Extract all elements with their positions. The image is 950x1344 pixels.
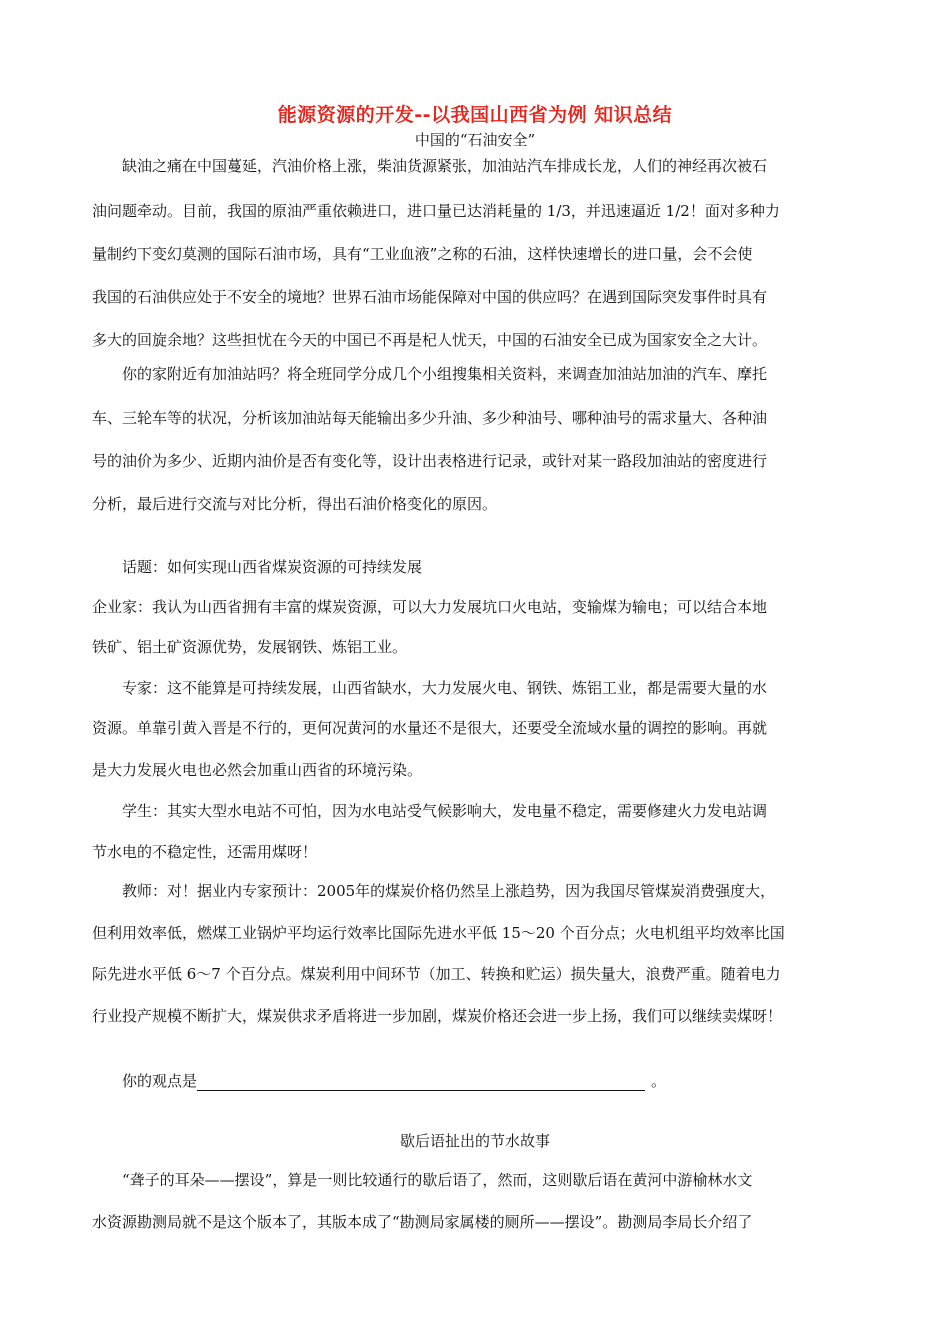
paragraph-line: 号的油价为多少、近期内油价是否有变化等，设计出表格进行记录，或针对某一路段加油站的密度进行 bbox=[92, 452, 768, 470]
viewpoint-end: 。 bbox=[651, 1072, 667, 1090]
paragraph-line: 车、三轮车等的状况，分析该加油站每天能输出多少升油、多少种油号、哪种油号的需求量大、各种油 bbox=[92, 409, 768, 427]
paragraph-line: 分析，最后进行交流与对比分析，得出石油价格变化的原因。 bbox=[92, 495, 498, 513]
teacher-line: 但利用效率低，燃煤工业锅炉平均运行效率比国际先进水平低 15～20 个百分点；火电机组平均效率比国 bbox=[92, 924, 785, 942]
student-line: 学生：其实大型水电站不可怕，因为水电站受气候影响大，发电量不稳定，需要修建火力发电站调 bbox=[122, 802, 768, 820]
viewpoint-label: 你的观点是 bbox=[122, 1072, 198, 1090]
document-title: 能源资源的开发--以我国山西省为例 知识总结 bbox=[277, 104, 673, 126]
paragraph-line: 缺油之痛在中国蔓延，汽油价格上涨，柴油货源紧张，加油站汽车排成长龙，人们的神经再次被石 bbox=[122, 157, 768, 175]
paragraph-line: 你的家附近有加油站吗？将全班同学分成几个小组搜集相关资料，来调查加油站加油的汽车、摩托 bbox=[122, 365, 768, 383]
entrepreneur-line: 企业家：我认为山西省拥有丰富的煤炭资源，可以大力发展坑口火电站，变输煤为输电；可以结合本地 bbox=[92, 598, 768, 616]
section-heading-oil-security: 中国的“石油安全” bbox=[414, 131, 536, 149]
paragraph-line: 油问题牵动。目前，我国的原油严重依赖进口，进口量已达消耗量的 1/3，并迅速逼近 1/2！面对多种力 bbox=[92, 202, 780, 220]
topic-line: 话题：如何实现山西省煤炭资源的可持续发展 bbox=[122, 558, 423, 576]
section-heading-water-saving: 歇后语扯出的节水故事 bbox=[399, 1132, 550, 1150]
paragraph-line: 量制约下变幻莫测的国际石油市场，具有“工业血液”之称的石油，这样快速增长的进口量，会不会使 bbox=[92, 245, 753, 263]
paragraph-line: “聋子的耳朵——摆设”，算是一则比较通行的歇后语了，然而，这则歇后语在黄河中游榆林水文 bbox=[122, 1171, 753, 1189]
teacher-line: 际先进水平低 6～7 个百分点。煤炭利用中间环节（加工、转换和贮运）损失量大，浪费严重。随着电力 bbox=[92, 965, 781, 983]
expert-line: 专家：这不能算是可持续发展，山西省缺水，大力发展火电、钢铁、炼铝工业，都是需要大量的水 bbox=[122, 679, 768, 697]
student-line: 节水电的不稳定性，还需用煤呀！ bbox=[92, 843, 318, 861]
teacher-line: 行业投产规模不断扩大，煤炭供求矛盾将进一步加剧，煤炭价格还会进一步上扬，我们可以继续卖煤呀！ bbox=[92, 1007, 783, 1025]
entrepreneur-line: 铁矿、铝土矿资源优势，发展钢铁、炼铝工业。 bbox=[92, 638, 408, 656]
teacher-line: 教师：对！据业内专家预计：2005年的煤炭价格仍然呈上涨趋势，因为我国尽管煤炭消费强度大， bbox=[122, 882, 776, 900]
paragraph-line: 水资源勘测局就不是这个版本了，其版本成了“勘测局家属楼的厕所——摆设”。勘测局李局长介绍了 bbox=[92, 1213, 753, 1231]
expert-line: 资源。单靠引黄入晋是不行的，更何况黄河的水量还不是很大，还要受全流域水量的调控的影响。再就 bbox=[92, 719, 768, 737]
viewpoint-blank[interactable] bbox=[197, 1076, 645, 1091]
paragraph-line: 我国的石油供应处于不安全的境地？世界石油市场能保障对中国的供应吗？在遇到国际突发事件时具有 bbox=[92, 288, 768, 306]
paragraph-line: 多大的回旋余地？这些担忧在今天的中国已不再是杞人忧天，中国的石油安全已成为国家安全之大计。 bbox=[92, 331, 768, 349]
viewpoint-line bbox=[122, 1071, 862, 1091]
expert-line: 是大力发展火电也必然会加重山西省的环境污染。 bbox=[92, 761, 423, 779]
